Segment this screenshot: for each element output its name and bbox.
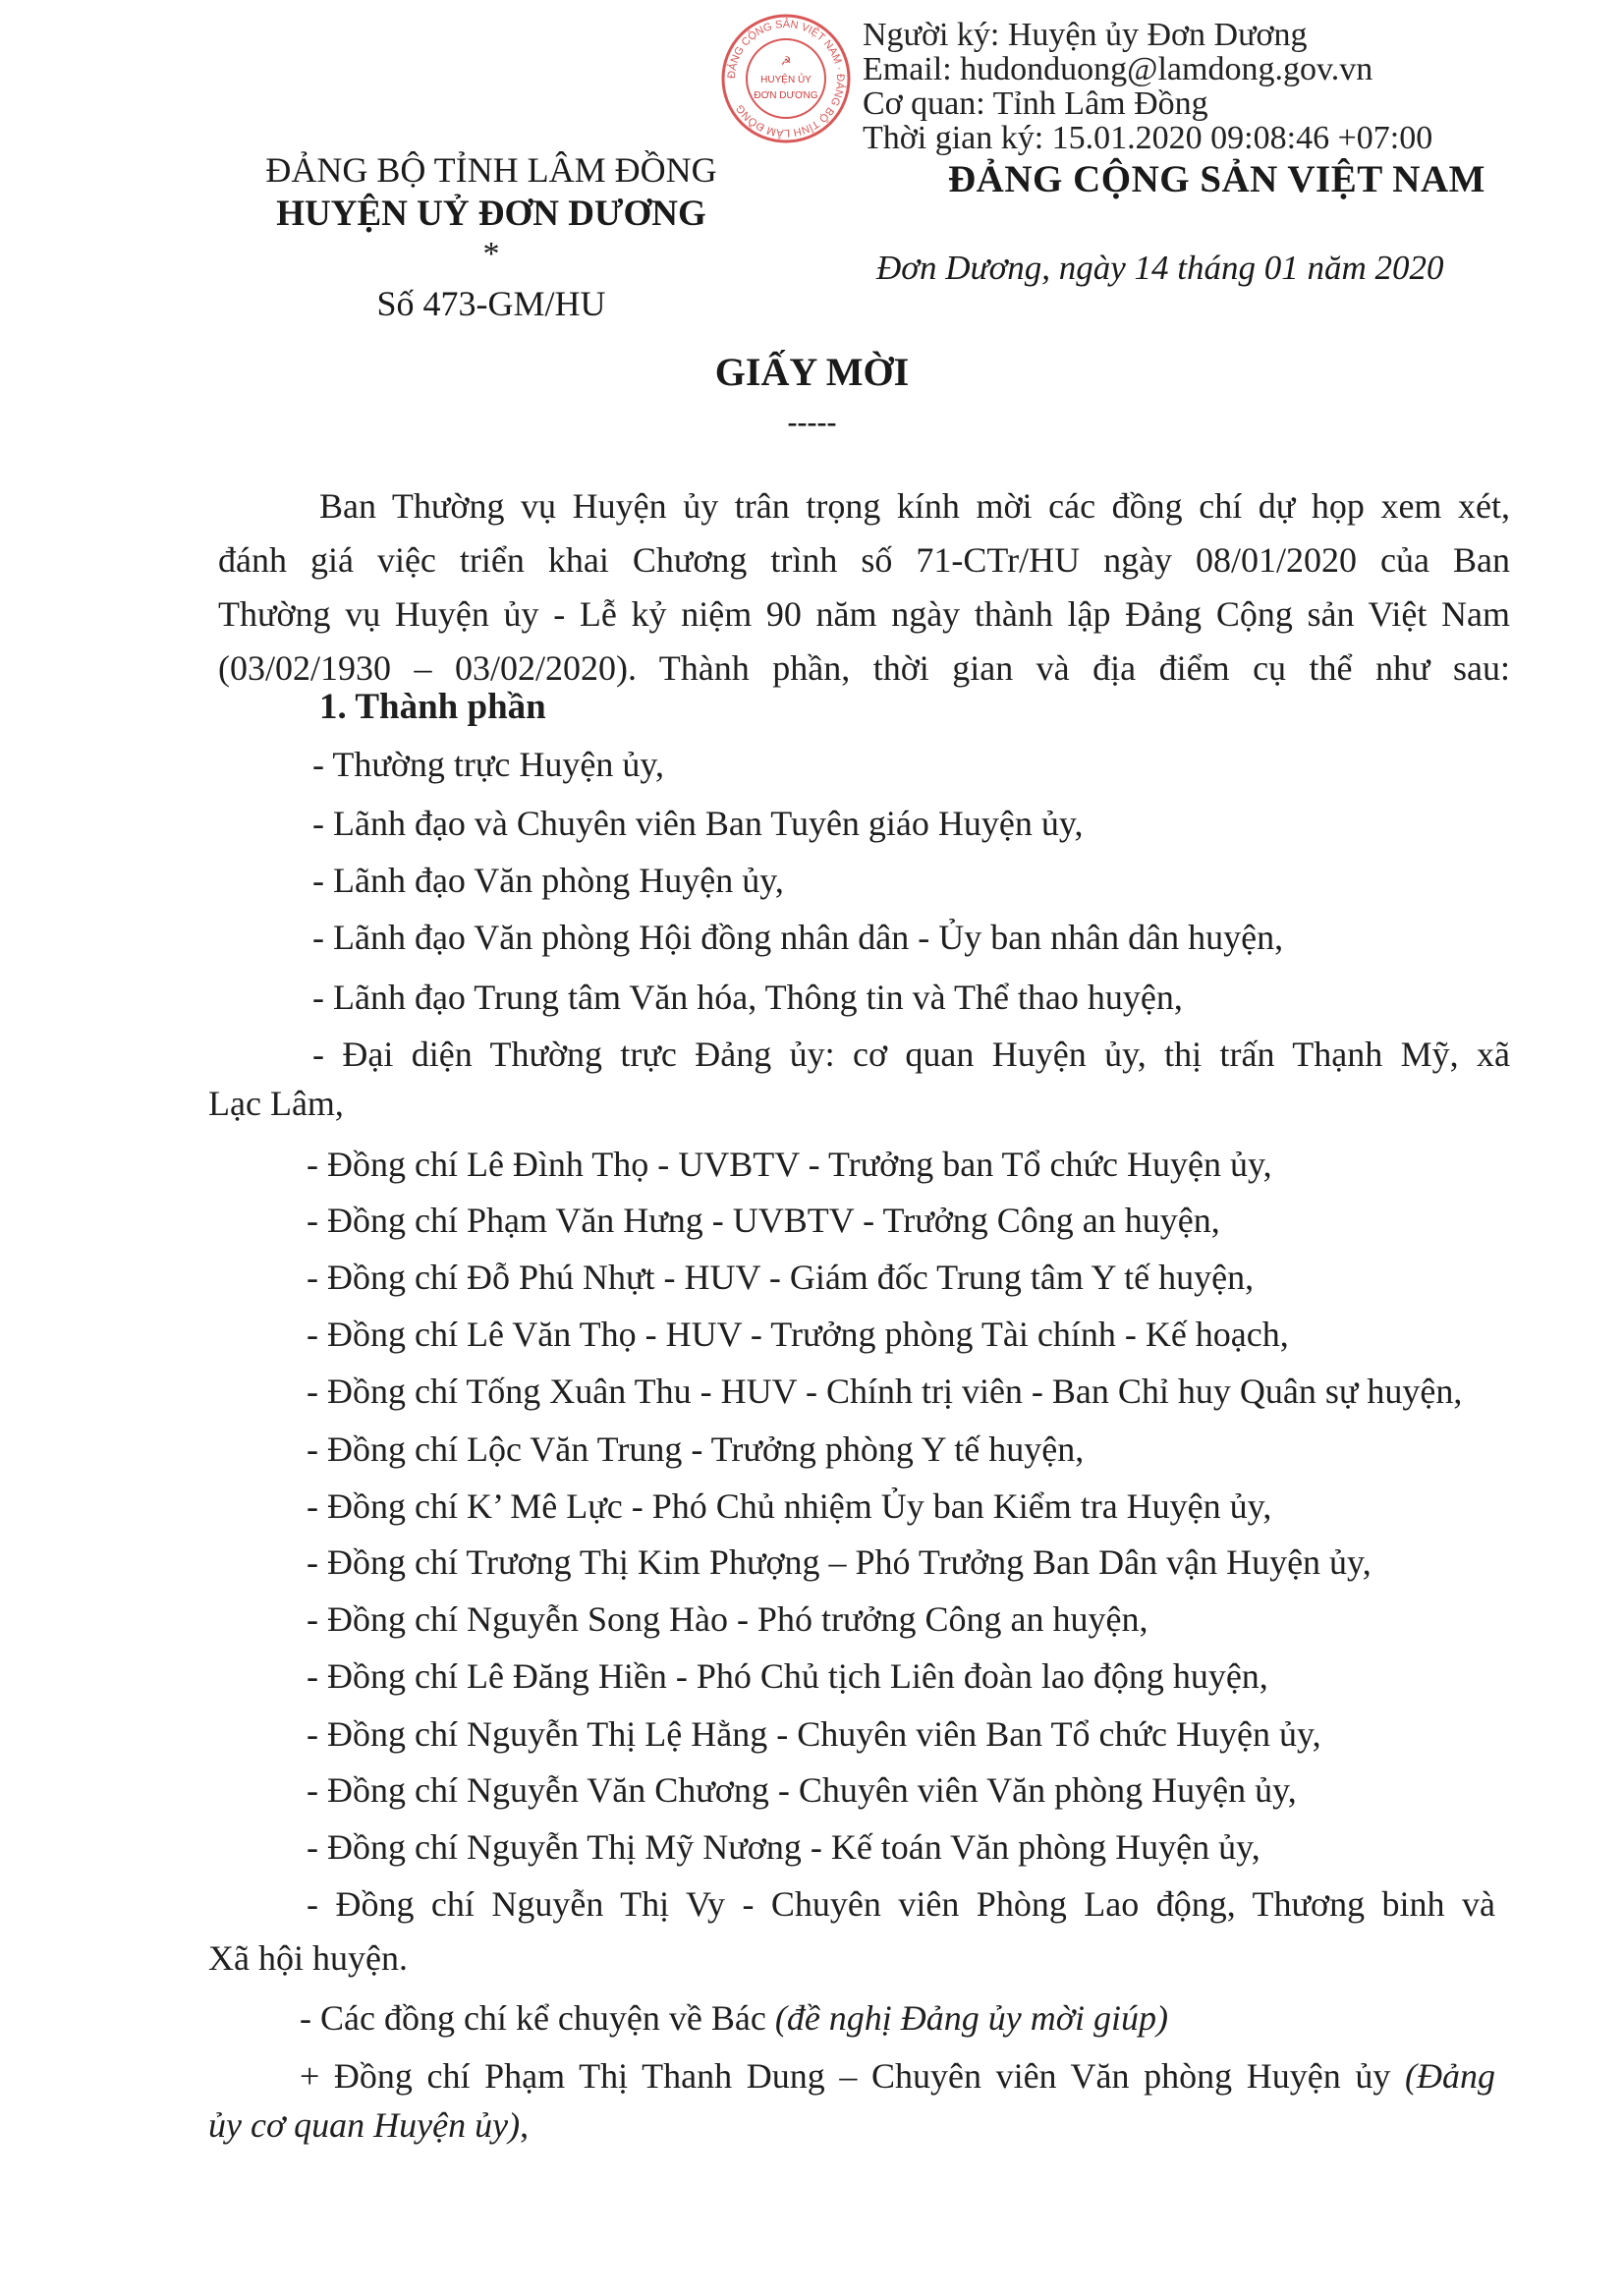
- svg-text:ĐƠN DƯƠNG: ĐƠN DƯƠNG: [754, 90, 818, 101]
- comrade-item: - Đồng chí Tống Xuân Thu - HUV - Chính trị viên - Ban Chỉ huy Quân sự huyện,: [307, 1372, 1463, 1411]
- storytellers-prefix: - Các đồng chí kể chuyện về Bác: [300, 1998, 775, 2038]
- title-separator: -----: [787, 406, 837, 438]
- header-party-name: ĐẢNG CỘNG SẢN VIỆT NAM: [948, 158, 1485, 200]
- comrade-item: - Đồng chí Phạm Văn Hưng - UVBTV - Trưởng Công an huyện,: [307, 1201, 1220, 1240]
- official-seal-stamp: [717, 10, 855, 147]
- attendee-item: - Lãnh đạo Văn phòng Huyện ủy,: [312, 861, 784, 900]
- attendee-item: - Lãnh đạo Văn phòng Hội đồng nhân dân - Ủy ban nhân dân huyện,: [312, 918, 1284, 957]
- header-district-committee: HUYỆN UỶ ĐƠN DƯƠNG: [276, 194, 706, 234]
- attendee-item: - Thường trực Huyện ủy,: [312, 745, 664, 784]
- intro-line-2: đánh giá việc triển khai Chương trình số 71-CTr/HU ngày 08/01/2020 của Ban: [218, 540, 1510, 580]
- comrade-item: - Đồng chí Trương Thị Kim Phượng – Phó Trưởng Ban Dân vận Huyện ủy,: [307, 1542, 1372, 1582]
- header-party-committee: ĐẢNG BỘ TỈNH LÂM ĐỒNG: [265, 150, 717, 190]
- attendee-item: - Lãnh đạo và Chuyên viên Ban Tuyên giáo Huyện ủy,: [312, 804, 1084, 843]
- comrade-item: - Đồng chí Lê Văn Thọ - HUV - Trưởng phòng Tài chính - Kế hoạch,: [307, 1315, 1289, 1354]
- comrade-item: - Đồng chí Lê Đình Thọ - UVBTV - Trưởng ban Tổ chức Huyện ủy,: [307, 1145, 1272, 1184]
- section-1-heading: 1. Thành phần: [319, 687, 546, 727]
- attendee-item-wrap-line-2: Lạc Lâm,: [208, 1084, 344, 1123]
- storyteller-1-line-2: [208, 2105, 529, 2145]
- document-date: Đơn Dương, ngày 14 tháng 01 năm 2020: [876, 249, 1444, 287]
- document-title: GIẤY MỜI: [714, 350, 910, 394]
- comrade-item: - Đồng chí Nguyễn Song Hào - Phó trưởng Công an huyện,: [307, 1599, 1148, 1639]
- comrade-item: - Đồng chí Nguyễn Thị Mỹ Nương - Kế toán Văn phòng Huyện ủy,: [307, 1827, 1260, 1867]
- storyteller-1-italic: (Đảng: [1405, 2056, 1495, 2096]
- intro-line-1: Ban Thường vụ Huyện ủy trân trọng kính mời các đồng chí dự họp xem xét,: [319, 486, 1510, 526]
- intro-line-4: (03/02/1930 – 03/02/2020). Thành phần, thời gian và địa điểm cụ thể như sau:: [218, 648, 1510, 688]
- comrade-item: - Đồng chí Nguyễn Thị Lệ Hằng - Chuyên viên Ban Tổ chức Huyện ủy,: [307, 1714, 1321, 1754]
- comrade-item-wrap-line-2: Xã hội huyện.: [208, 1938, 408, 1978]
- comrade-item: - Đồng chí Nguyễn Văn Chương - Chuyên viên Văn phòng Huyện ủy,: [307, 1770, 1297, 1810]
- storyteller-1-tail: ,: [520, 2105, 530, 2145]
- attendee-item-wrap-line-1: - Đại diện Thường trực Đảng ủy: cơ quan Huyện ủy, thị trấn Thạnh Mỹ, xã: [312, 1035, 1510, 1074]
- comrade-item: - Đồng chí Lộc Văn Trung - Trưởng phòng Y tế huyện,: [307, 1429, 1085, 1469]
- signature-email: Email: hudonduong@lamdong.gov.vn: [863, 51, 1373, 87]
- comrade-item: - Đồng chí K’ Mê Lực - Phó Chủ nhiệm Ủy ban Kiểm tra Huyện ủy,: [307, 1486, 1272, 1526]
- svg-text:☭: ☭: [780, 54, 792, 68]
- attendee-item: - Lãnh đạo Trung tâm Văn hóa, Thông tin và Thể thao huyện,: [312, 978, 1183, 1017]
- comrade-item-wrap-line-1: - Đồng chí Nguyễn Thị Vy - Chuyên viên Phòng Lao động, Thương binh và: [307, 1884, 1495, 1924]
- storyteller-1-italic-cont: ủy cơ quan Huyện ủy): [208, 2105, 521, 2145]
- storytellers-line: [300, 1998, 1168, 2038]
- storytellers-note: (đề nghị Đảng ủy mời giúp): [774, 1998, 1168, 2038]
- header-star: *: [482, 236, 500, 272]
- svg-text:ĐẢNG CỘNG SẢN VIỆT NAM · ĐẢNG: ĐẢNG CỘNG SẢN VIỆT NAM · ĐẢNG BỘ TỈNH LÂM ĐỒNG: [725, 18, 847, 140]
- intro-line-3: Thường vụ Huyện ủy - Lễ kỷ niệm 90 năm ngày thành lập Đảng Cộng sản Việt Nam: [218, 594, 1510, 634]
- comrade-item: - Đồng chí Lê Đăng Hiền - Phó Chủ tịch Liên đoàn lao động huyện,: [307, 1656, 1268, 1696]
- signature-agency: Cơ quan: Tỉnh Lâm Đồng: [863, 85, 1208, 122]
- signature-signer: Người ký: Huyện ủy Đơn Dương: [863, 17, 1308, 53]
- svg-text:HUYỆN ỦY: HUYỆN ỦY: [760, 75, 812, 85]
- storyteller-1-line-1: [300, 2056, 1495, 2096]
- signature-time: Thời gian ký: 15.01.2020 09:08:46 +07:00: [863, 120, 1433, 156]
- comrade-item: - Đồng chí Đỗ Phú Nhựt - HUV - Giám đốc Trung tâm Y tế huyện,: [307, 1258, 1255, 1297]
- document-number: Số 473-GM/HU: [376, 284, 606, 323]
- storyteller-1-text: + Đồng chí Phạm Thị Thanh Dung – Chuyên viên Văn phòng Huyện ủy: [300, 2056, 1405, 2096]
